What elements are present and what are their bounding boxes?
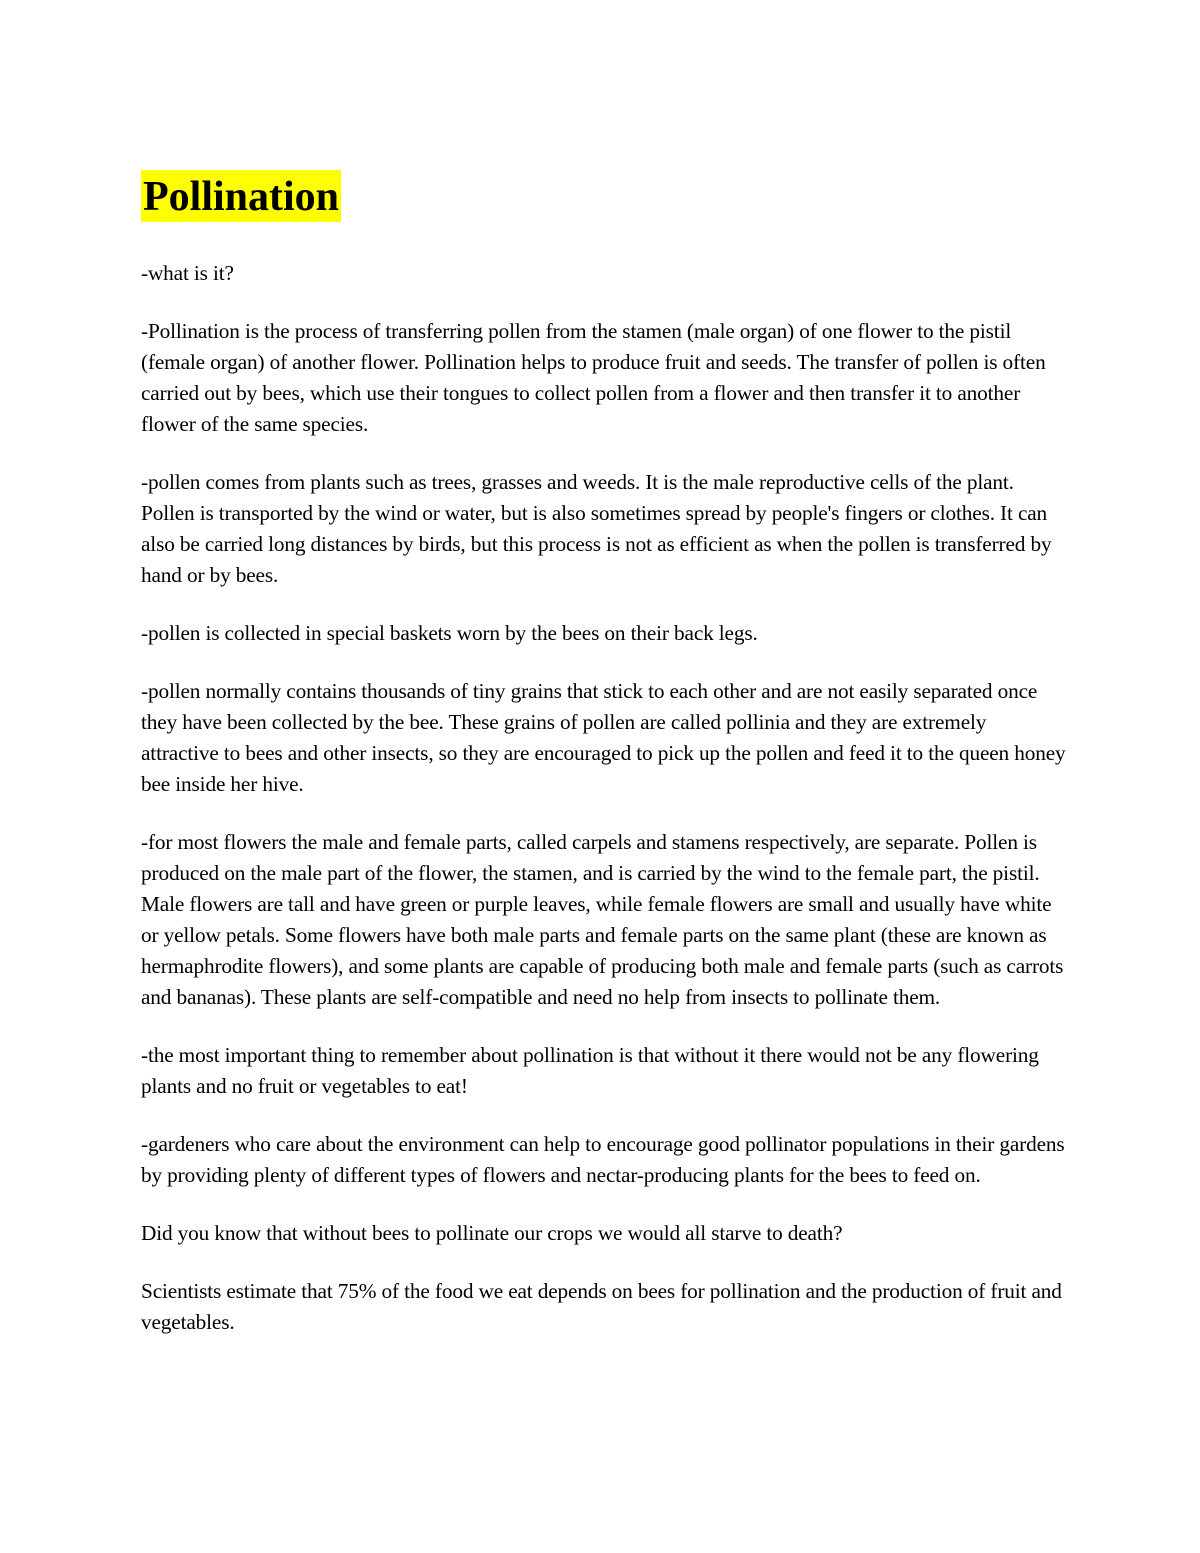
- paragraph-scientists-estimate: Scientists estimate that 75% of the food we eat depends on bees for pollination and the production of fruit and vegetables.: [141, 1279, 1062, 1334]
- paragraph-did-you-know: Did you know that without bees to pollinate our crops we would all starve to death?: [141, 1221, 843, 1245]
- paragraph-importance: -the most important thing to remember about pollination is that without it there would not be any flowering plants and no fruit or vegetables to eat!: [141, 1043, 1039, 1098]
- paragraph-flower-parts: -for most flowers the male and female parts, called carpels and stamens respectively, are separate. Pollen is produced on the male part of the flower, the stamen, and is carried by the wind to the female part, the pistil. Male flowers are tall and have green or purple leaves, while female flowers are small and usually have white or yellow petals. Some flowers have both male parts and female parts on the same plant (these are known as hermaphrodite flowers), and some plants are capable of producing both male and female parts (such as carrots and bananas). These plants are self-compatible and need no help from insects to pollinate them.: [141, 830, 1064, 1009]
- paragraph-definition: -Pollination is the process of transferring pollen from the stamen (male organ) of one flower to the pistil (female organ) of another flower. Pollination helps to produce fruit and seeds. The transfer of pollen is often carried out by bees, which use their tongues to collect pollen from a flower and then transfer it to another flower of the same species.: [141, 319, 1046, 436]
- paragraph-gardeners: -gardeners who care about the environment can help to encourage good pollinator populations in their gardens by providing plenty of different types of flowers and nectar-producing plants for the bees to feed on.: [141, 1132, 1065, 1187]
- paragraph-pollen-baskets: -pollen is collected in special baskets worn by the bees on their back legs.: [141, 621, 758, 645]
- paragraph-pollen-grains: -pollen normally contains thousands of tiny grains that stick to each other and are not easily separated once they have been collected by the bee. These grains of pollen are called pollinia and they are extremely attractive to bees and other insects, so they are encouraged to pick up the pollen and feed it to the queen honey bee inside her hive.: [141, 679, 1066, 796]
- paragraph-what-is-it: -what is it?: [141, 261, 234, 285]
- document-title: Pollination: [141, 170, 341, 222]
- document-body: [141, 170, 1066, 1338]
- paragraph-pollen-sources: -pollen comes from plants such as trees, grasses and weeds. It is the male reproductive cells of the plant. Pollen is transported by the wind or water, but is also sometimes spread by people's fingers or clothes. It can also be carried long distances by birds, but this process is not as efficient as when the pollen is transferred by hand or by bees.: [141, 470, 1052, 587]
